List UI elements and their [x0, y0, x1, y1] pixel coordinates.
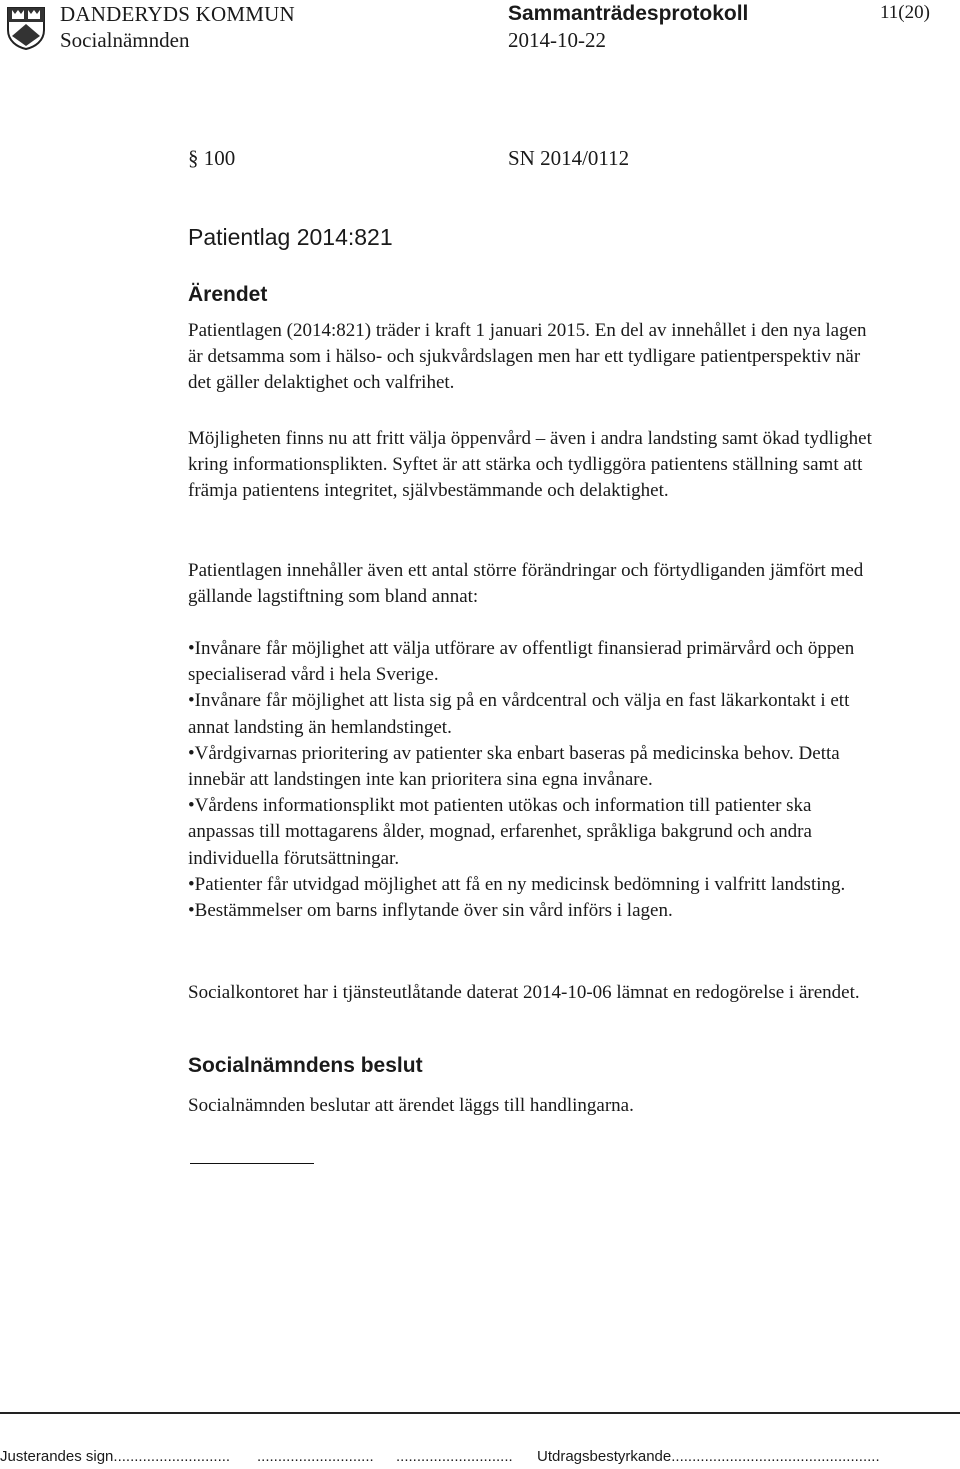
section-end-rule: [190, 1163, 314, 1164]
paragraph-changes: Patientlagen innehåller även ett antal större förändringar och förtydliganden jämfört med gällande lagstiftning som bland annat:: [188, 560, 864, 608]
list-item: • Bestämmelser om barns inflytande över sin vård införs i lagen.: [188, 898, 878, 924]
footer-sign-field: ............................: [396, 1448, 513, 1465]
page-title: Patientlag 2014:821: [188, 224, 393, 250]
paragraph-intro: Patientlagen (2014:821) träder i kraft 1 januari 2015. En del av innehållet i den nya lagen är detsamma som i hälso- och sjukvårdslagen men har ett tydligare patientperspektiv när det gäller delaktighet och valfrihet.: [188, 320, 867, 394]
list-item: • Patienter får utvidgad möjlighet att få en ny medicinsk bedömning i valfritt landsting.: [188, 872, 878, 898]
case-number: SN 2014/0112: [508, 146, 630, 170]
list-item: • Invånare får möjlighet att välja utförare av offentligt finansierad primärvård och öppen specialiserad vård i hela Sverige.: [188, 636, 878, 688]
committee-name: Socialnämnden: [60, 28, 190, 52]
footer-justerandes-sign: Justerandes sign............................: [0, 1448, 231, 1465]
section-heading-arendet: Ärendet: [188, 283, 268, 306]
paragraph-purpose: Möjligheten finns nu att fritt välja öppenvård – även i andra landsting samt ökad tydlighet kring informationsplikten. Syftet är att stärka och tydliggöra patientens ställning samt att främja patientens integritet, självbestämmande och delaktighet.: [188, 428, 872, 502]
organization-name: DANDERYDS KOMMUN: [60, 2, 295, 26]
footer-divider: [0, 1412, 960, 1414]
footer-sign-field: ............................: [257, 1448, 374, 1465]
page-number: 11(20): [880, 2, 930, 23]
section-heading-decision: Socialnämndens beslut: [188, 1054, 423, 1077]
meeting-date: 2014-10-22: [508, 28, 606, 52]
paragraph-statement: Socialkontoret har i tjänsteutlåtande daterat 2014-10-06 lämnat en redogörelse i ärendet.: [188, 982, 860, 1003]
list-item: • Invånare får möjlighet att lista sig på en vårdcentral och välja en fast läkarkontakt i ett annat landsting än hemlandstinget.: [188, 688, 878, 740]
paragraph-decision: Socialnämnden beslutar att ärendet läggs till handlingarna.: [188, 1095, 634, 1116]
list-item: • Vårdens informationsplikt mot patienten utökas och information till patienter ska anpassas till mottagarens ålder, mognad, erfarenhet, språkliga bakgrund och andra individuella förutsättningar.: [188, 793, 878, 872]
list-item: • Vårdgivarnas prioritering av patienter ska enbart baseras på medicinska behov. Detta innebär att landstingen inte kan prioritera sina egna invånare.: [188, 741, 878, 793]
footer-utdragsbestyrkande: Utdragsbestyrkande..................................................: [537, 1448, 880, 1465]
document-type: Sammanträdesprotokoll: [508, 2, 749, 25]
paragraph-number: § 100: [188, 146, 236, 170]
changes-list: [188, 636, 878, 924]
municipal-coat-of-arms-logo: [6, 6, 46, 50]
